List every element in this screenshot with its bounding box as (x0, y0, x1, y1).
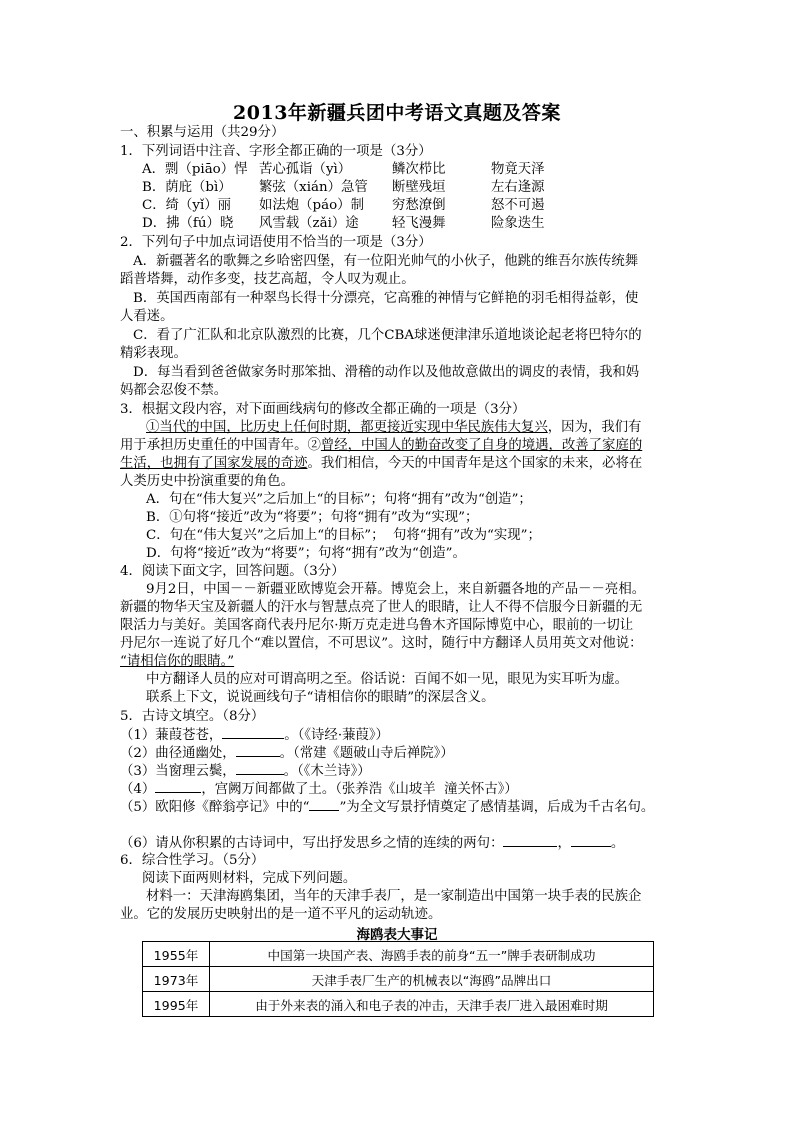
table-cell-year: 1955年 (143, 942, 210, 967)
q5-item3: （3）当窗理云鬓， 。（《木兰诗》） (120, 764, 371, 779)
q2-option-d-line1: D．每当看到爸爸做家务时那笨拙、滑稽的动作以及他故意做出的调皮的表情，我和妈 (133, 365, 640, 380)
table-cell-event: 由于外来表的涌入和电子表的冲击，天津手表厂进入最困难时期 (210, 992, 654, 1017)
table-cell-event: 中国第一块国产表、海鸥手表的前身“五一”牌手表研制成功 (210, 942, 654, 967)
table-title: 海鸥表大事记 (356, 927, 438, 943)
q4-stem: 4．阅读下面文字，回答问题。（3分） (120, 564, 345, 579)
q2-option-b-line1: B．英国西南部有一种翠鸟长得十分漂亮，它高雅的神情与它鲜艳的羽毛相得益彰，使 (133, 291, 639, 306)
q5-item2: （2）曲径通幽处， 。（常建《题破山寺后禅院》） (120, 746, 454, 761)
q3-option-d: D．句将“接近”改为“将要”；句将“拥有”改为“创造”。 (146, 546, 466, 561)
q2-stem: 2．下列句子中加点词语使用不恰当的一项是（3分） (120, 235, 432, 250)
q4-underlined-quote: “请相信你的眼睛。” (120, 654, 235, 669)
table-row (143, 942, 654, 967)
q1-stem: 1．下列词语中注音、字形全都正确的一项是（3分） (120, 144, 432, 159)
q5-blank-6a[interactable] (503, 834, 557, 847)
q5-item4: （4） ，宫阙万间都做了土。（张养浩《山坡羊 潼关怀古》） (120, 782, 518, 797)
q5-blank-2[interactable] (236, 744, 280, 757)
events-table (142, 941, 654, 1017)
q4-question: 联系上下文，说说画线句子“请相信你的眼睛”的深层含义。 (146, 690, 495, 705)
q6-material-line1: 材料一：天津海鸥集团，当年的天津手表厂，是一家制造出中国第一块手表的民族企 (146, 889, 642, 904)
q4-text-line3: 限活力与美好。美国客商代表丹尼尔·斯万克走进乌鲁木齐国际博览中心，眼前的一切让 (120, 618, 634, 633)
q5-blank-5[interactable] (309, 798, 339, 811)
q4-text-line2: 新疆的物华天宝及新疆人的汗水与智慧点亮了世人的眼睛，让人不得不信服今日新疆的无 (120, 600, 643, 615)
q6-instruction: 阅读下面两则材料，完成下列问题。 (142, 871, 357, 886)
q3-option-b: B．①句将“接近”改为“将要”；句将“拥有”改为“实现”； (146, 510, 479, 525)
q3-passage-line3: 生活，也拥有了国家发展的奇迹。我们相信，今天的中国青年是这个国家的未来，必将在 (120, 456, 643, 471)
q6-material-line2: 业。它的发展历史映射出的是一道不平凡的运动轨迹。 (120, 907, 442, 922)
q3-passage-line1: ①当代的中国，比历史上任何时期，都更接近实现中华民族伟大复兴，因为，我们有 (146, 420, 642, 435)
page-title: 2013年新疆兵团中考语文真题及答案 (233, 102, 561, 124)
q2-option-b-line2: 人看迷。 (120, 309, 174, 324)
q4-text-line4: 丹尼尔一连说了好几个“难以置信，不可思议”。这时，随行中方翻译人员用英文对他说： (120, 636, 643, 651)
q5-blank-6b[interactable] (571, 834, 611, 847)
table-row (143, 992, 654, 1017)
q3-option-c: C．句在“伟大复兴”之后加上“的目标”； 句将“拥有”改为“实现”； (146, 528, 541, 543)
table-cell-year: 1995年 (143, 992, 210, 1017)
q5-blank-3[interactable] (236, 762, 284, 775)
q5-stem: 5．古诗文填空。（8分） (120, 709, 265, 724)
q2-option-a-line1: A．新疆著名的歌舞之乡哈密四堡，有一位阳光帅气的小伙子，他跳的维吾尔族传统舞 (133, 254, 639, 269)
table-row (143, 967, 654, 992)
table-cell-year: 1973年 (143, 967, 210, 992)
q4-text-line6: 中方翻译人员的应对可谓高明之至。俗话说：百闻不如一见，眼见为实耳听为虚。 (146, 672, 629, 687)
q6-stem: 6．综合性学习。（5分） (120, 853, 265, 868)
q3-passage-line2: 用于承担历史重任的中国青年。②曾经，中国人的勤奋改变了自身的境遇，改善了家庭的 (120, 438, 643, 453)
section-heading: 一、积累与运用（共29分） (120, 125, 285, 140)
q5-blank-1[interactable] (222, 726, 284, 739)
q2-option-d-line2: 妈都会忍俊不禁。 (120, 383, 228, 398)
q4-text-line1: 9月2日，中国－－新疆亚欧博览会开幕。博览会上，来自新疆各地的产品－－亮相。 (146, 582, 646, 597)
table-cell-event: 天津手表厂生产的机械表以“海鸥”品牌出口 (210, 967, 654, 992)
exam-page: 2013年新疆兵团中考语文真题及答案 一、积累与运用（共29分） 1．下列词语中注音、字形全都正确的一项是（3分） A．剽（piāo）悍 苦心孤诣（yì） 鳞次栉比 物竟天泽 B．荫庇（bì） 繁弦（xián）急管 断壁残垣 左右逢源 C．绮（yǐ）丽 如法炮（páo）制 穷愁潦倒 怒不可遏 D．拂（fú）晓 风雪载（zǎi）途 轻飞漫舞 险象迭生 2．下列句子中加点词语使用不恰当的一项是（3分） A．新疆著名的歌舞之乡哈密四堡，有一位阳光帅气的小伙子，他跳的维吾尔族传统舞 蹈普塔舞，动作多变，技艺高超，令人叹为观止。 B．英国西南部有一种翠鸟长得十分漂亮，它高雅的神情与它鲜艳的羽毛相得益彰，使 人看迷。 C．看了广汇队和北京队激烈的比赛，几个CBA球迷便津津乐道地谈论起老将巴特尔的 精彩表现。 D．每当看到爸爸做家务时那笨拙、滑稽的动作以及他故意做出的调皮的表情，我和妈 妈都会忍俊不禁。 3．根据文段内容，对下面画线病句的修改全都正确的一项是（3分） ①当代的中国，比历史上任何时期，都更接近实现中华民族伟大复兴，因为，我们有 用于承担历史重任的中国青年。②曾经，中国人的勤奋改变了自身的境遇，改善了家庭的 生活，也拥有了国家发展的奇迹。我们相信，今天的中国青年是这个国家的未来，必将在 人类历史中扮演重要的角色。 A．句在“伟大复兴”之后加上“的目标”；句将“拥有”改为“创造”； B．①句将“接近”改为“将要”；句将“拥有”改为“实现”； C．句在“伟大复兴”之后加上“的目标”； 句将“拥有”改为“实现”； D．句将“接近”改为“将要”；句将“拥有”改为“创造”。 4．阅读下面文字，回答问题。（3分） 9月2日，中国－－新疆亚欧博览会开幕。博览会上，来自新疆各地的产品－－亮相。 新疆的物华天宝及新疆人的汗水与智慧点亮了世人的眼睛，让人不得不信服今日新疆的无 限活力与美好。美国客商代表丹尼尔·斯万克走进乌鲁木齐国际博览中心，眼前的一切让 丹尼尔一连说了好几个“难以置信，不可思议”。这时，随行中方翻译人员用英文对他说： “请相信你的眼睛。” 中方翻译人员的应对可谓高明之至。俗话说：百闻不如一见，眼见为实耳听为虚。 联系上下文，说说画线句子“请相信你的眼睛”的深层含义。 5．古诗文填空。（8分） （1）蒹葭苍苍， 。（《诗经·蒹葭》） （2）曲径通幽处， 。（常建《题破山寺后禅院》） （3）当窗理云鬓， 。（《木兰诗》） （4） ，宫阙万间都做了土。（张养浩《山坡羊 潼关怀古》） （5）欧阳修《醉翁亭记》中的“ ”为全文写景抒情奠定了感情基调，后成为千古名句。 （6）请从你积累的古诗词中，写出抒发思乡之情的连续的两句： ， 。 6．综合性学习。（5分） 阅读下面两则材料，完成下列问题。 材料一：天津海鸥集团，当年的天津手表厂，是一家制造出中国第一块手表的民族企 业。它的发展历史映射出的是一道不平凡的运动轨迹。 海鸥表大事记 1955年 中国第一块国产表、海鸥手表的前身“五一”牌手表研制成功 1973年 天津手表厂生产的机械表以“海鸥”品牌出口 1995年 由于外来表的涌入和电子表的冲击，天津手表厂进入最困难时期 (0, 0, 794, 1123)
q5-item5: （5）欧阳修《醉翁亭记》中的“ ”为全文写景抒情奠定了感情基调，后成为千古名句。 (120, 800, 655, 815)
q5-blank-4[interactable] (155, 780, 201, 793)
q3-stem: 3．根据文段内容，对下面画线病句的修改全都正确的一项是（3分） (120, 402, 526, 417)
q3-passage-line4: 人类历史中扮演重要的角色。 (120, 474, 295, 489)
q5-item6: （6）请从你积累的古诗词中，写出抒发思乡之情的连续的两句： ， 。 (120, 836, 625, 851)
q2-option-a-line2: 蹈普塔舞，动作多变，技艺高超，令人叹为观止。 (120, 272, 415, 287)
q2-option-c-line1: C．看了广汇队和北京队激烈的比赛，几个CBA球迷便津津乐道地谈论起老将巴特尔的 (133, 328, 642, 343)
q2-option-c-line2: 精彩表现。 (120, 346, 187, 361)
q3-option-a: A．句在“伟大复兴”之后加上“的目标”；句将“拥有”改为“创造”； (146, 492, 532, 507)
q5-item1: （1）蒹葭苍苍， 。（《诗经·蒹葭》） (120, 728, 389, 743)
